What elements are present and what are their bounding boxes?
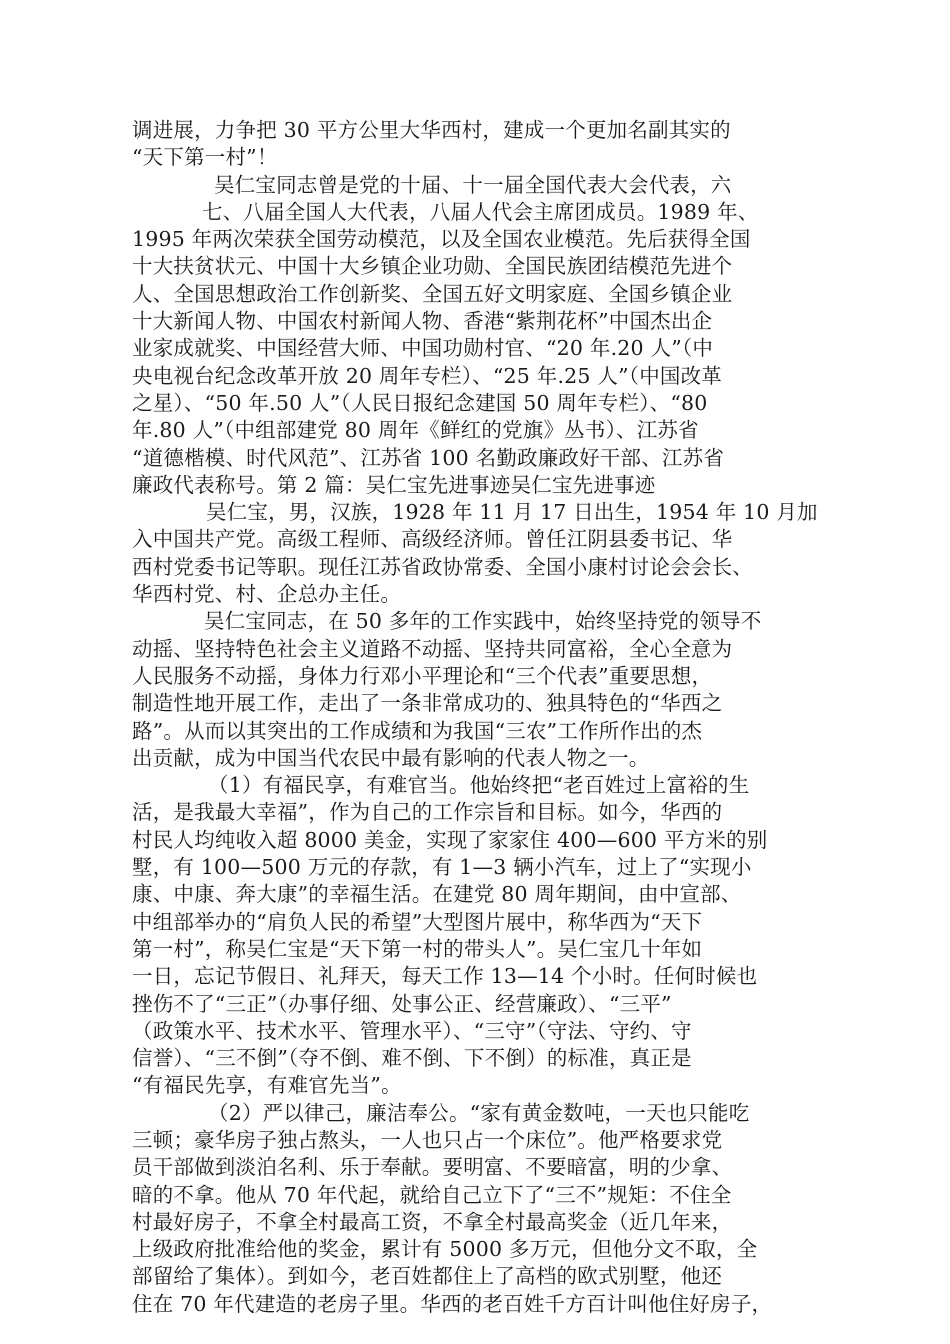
text-line: 墅，有 100—500 万元的存款，有 1—3 辆小汽车，过上了“实现小 xyxy=(132,855,752,880)
text-line: 业家成就奖、中国经营大师、中国功勋村官、“20 年.20 人”（中 xyxy=(132,336,714,361)
text-line: 挫伤不了“三正”（办事仔细、处事公正、经营廉政）、“三平” xyxy=(132,991,672,1016)
text-line: 七、八届全国人大代表，八届人代会主席团成员。1989 年、 xyxy=(202,199,759,224)
text-line: 制造性地开展工作，走出了一条非常成功的、独具特色的“华西之 xyxy=(132,691,723,716)
text-line: 人民服务不动摇，身体力行邓小平理论和“三个代表”重要思想， xyxy=(132,663,713,688)
text-line: 活，是我最大幸福”，作为自己的工作宗旨和目标。如今，华西的 xyxy=(132,800,723,825)
paragraph-start-line: 吴仁宝，男，汉族，1928 年 11 月 17 日出生，1954 年 10 月加 xyxy=(206,500,818,525)
text-line: （政策水平、技术水平、管理水平）、“三守”（守法、守约、守 xyxy=(132,1018,692,1043)
text-line: 部留给了集体）。到如今，老百姓都住上了高档的欧式别墅，他还 xyxy=(132,1264,723,1289)
document-body xyxy=(132,117,822,1318)
text-line: 信誉）、“三不倒”（夺不倒、难不倒、下不倒）的标准，真正是 xyxy=(132,1046,692,1071)
text-line: 年.80 人”（中组部建党 80 周年《鲜红的党旗》丛书）、江苏省 xyxy=(132,418,699,443)
text-line: 路”。从而以其突出的工作成绩和为我国“三农”工作所作出的杰 xyxy=(132,718,703,743)
text-line: 入中国共产党。高级工程师、高级经济师。曾任江阴县委书记、华 xyxy=(132,527,733,552)
text-line: 央电视台纪念改革开放 20 周年专栏）、“25 年.25 人”（中国改革 xyxy=(132,363,722,388)
text-line: 十大扶贫状元、中国十大乡镇企业功勋、全国民族团结模范先进个 xyxy=(132,254,733,279)
text-line: 十大新闻人物、中国农村新闻人物、香港“紫荆花杯”中国杰出企 xyxy=(132,309,713,334)
paragraph-start-line: 吴仁宝同志曾是党的十届、十一届全国代表大会代表，六 xyxy=(214,172,732,197)
text-line: 调进展，力争把 30 平方公里大华西村，建成一个更加名副其实的 xyxy=(132,118,731,142)
text-line: 一日，忘记节假日、礼拜天，每天工作 13—14 个小时。任何时候也 xyxy=(132,964,758,989)
text-line: 村最好房子，不拿全村最高工资，不拿全村最高奖金（近几年来， xyxy=(132,1209,733,1234)
text-line: 员干部做到淡泊名利、乐于奉献。要明富、不要暗富，明的少拿、 xyxy=(132,1155,733,1180)
paragraph-start-line: 吴仁宝同志，在 50 多年的工作实践中，始终坚持党的领导不 xyxy=(204,609,762,634)
text-line: 之星）、“50 年.50 人”（人民日报纪念建国 50 周年专栏）、“80 xyxy=(132,390,708,415)
paragraph-start-line: （2）严以律己，廉洁奉公。“家有黄金数吨，一天也只能吃 xyxy=(208,1100,750,1125)
text-line: 动摇、坚持特色社会主义道路不动摇、坚持共同富裕，全心全意为 xyxy=(132,636,733,661)
text-line: 住在 70 年代建造的老房子里。华西的老百姓千方百计叫他住好房子， xyxy=(132,1291,773,1316)
text-line: 人、全国思想政治工作创新奖、全国五好文明家庭、全国乡镇企业 xyxy=(132,281,733,306)
text-line: 康、中康、奔大康”的幸福生活。在建党 80 周年期间，由中宣部、 xyxy=(132,882,742,907)
text-line: “道德楷模、时代风范”、江苏省 100 名勤政廉政好干部、江苏省 xyxy=(132,445,725,470)
text-line: 上级政府批准给他的奖金，累计有 5000 多万元，但他分文不取，全 xyxy=(132,1237,758,1262)
text-line: 暗的不拿。他从 70 年代起，就给自己立下了“三不”规矩：不住全 xyxy=(132,1182,732,1207)
text-line: 村民人均纯收入超 8000 美金，实现了家家住 400—600 平方米的别 xyxy=(132,827,768,852)
text-line: 三顿；豪华房子独占熬头，一人也只占一个床位”。他严格要求党 xyxy=(132,1127,723,1152)
text-line: “天下第一村”！ xyxy=(132,145,278,170)
paragraph-start-line: （1）有福民享，有难官当。他始终把“老百姓过上富裕的生 xyxy=(208,773,750,798)
text-line: 出贡献，成为中国当代农民中最有影响的代表人物之一。 xyxy=(132,745,650,770)
text-line: 1995 年两次荣获全国劳动模范，以及全国农业模范。先后获得全国 xyxy=(132,227,751,252)
text-line: 中组部举办的“肩负人民的希望”大型图片展中，称华西为“天下 xyxy=(132,909,703,934)
text-line: 廉政代表称号。第 2 篇：吴仁宝先进事迹吴仁宝先进事迹 xyxy=(132,472,656,497)
text-line: 西村党委书记等职。现任江苏省政协常委、全国小康村讨论会会长、 xyxy=(132,554,753,579)
text-line: “有福民先享，有难官先当”。 xyxy=(132,1073,402,1098)
text-line: 第一村”，称吴仁宝是“天下第一村的带头人”。吴仁宝几十年如 xyxy=(132,936,703,961)
text-line: 华西村党、村、企总办主任。 xyxy=(132,582,402,607)
